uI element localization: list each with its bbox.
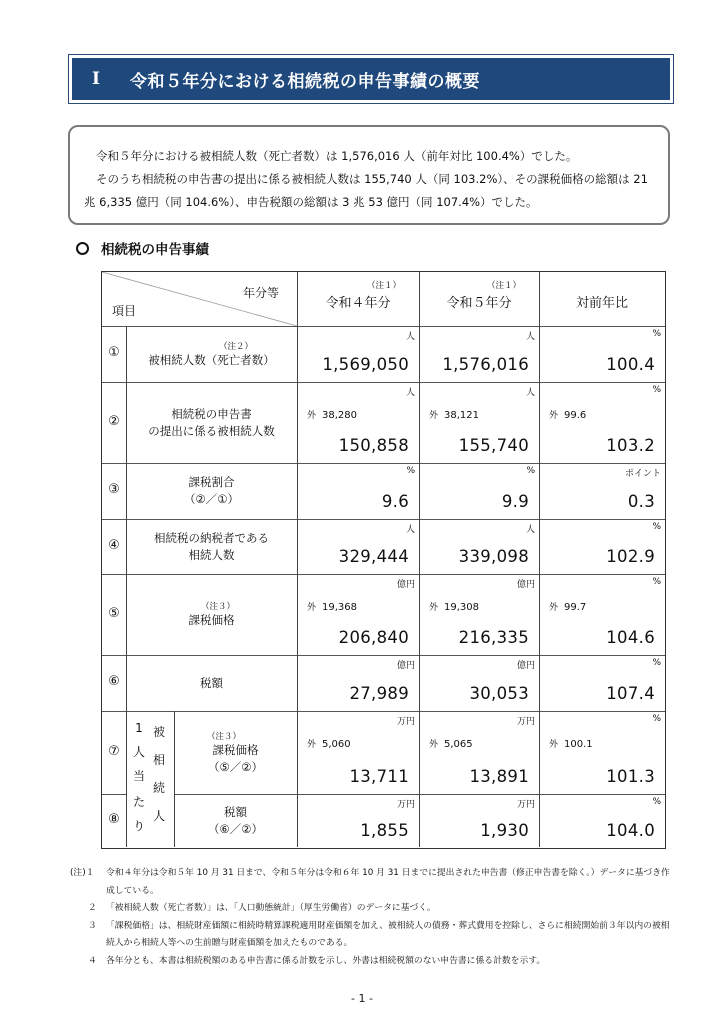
value-cell — [419, 794, 539, 848]
grid-line — [102, 794, 126, 795]
unit-label: % — [652, 522, 661, 532]
unit-label: 人 — [405, 525, 415, 535]
value-cell — [419, 655, 539, 711]
unit-label: % — [652, 329, 661, 339]
outer-mark: 外 — [307, 603, 317, 613]
footnote-3-text: 「課税価格」は、相続財産価額に相続時精算課税適用財産価額を加え、被相続人の債務・葬式費用を控除し、さらに相続開始前３年以内の被相続人から相続人等への生前贈与財産価額を加えたものである。 — [106, 920, 670, 948]
main-value: 216,335 — [458, 628, 529, 647]
per-person-char: 当 — [132, 769, 145, 783]
footnote-4-text: 各年分とも、本書は相続税額のある申告書に係る計数を示し、外書は相続税額のない申告書に係る計数を示す。 — [106, 955, 546, 966]
value-cell — [539, 655, 665, 711]
row-note: （注３） — [206, 731, 241, 742]
footnote-1-head: (注)１ — [70, 868, 95, 878]
unit-label: % — [652, 658, 661, 668]
per-person-char: た — [132, 795, 145, 809]
outer-number: 99.7 — [564, 602, 587, 613]
outer-mark: 外 — [429, 740, 439, 750]
value-cell — [297, 794, 419, 848]
row-label: 課税割合 — [188, 475, 235, 489]
value-cell — [539, 463, 665, 519]
corner-label-item: 項目 — [112, 304, 137, 318]
row-label-cell — [126, 519, 297, 574]
unit-label: 億円 — [516, 580, 535, 590]
footnote-4 — [70, 953, 670, 971]
page-title: 令和５年分における相続税の申告事績の概要 — [130, 71, 480, 92]
footnote-2 — [70, 900, 670, 918]
row-number: ⑧ — [108, 812, 120, 827]
row-label: 課税価格 — [212, 742, 259, 757]
footnote-2-head: ２ — [88, 903, 97, 913]
row-label: 被相続人数（死亡者数） — [148, 352, 275, 367]
value-cell — [539, 382, 665, 463]
outer-mark: 外 — [307, 740, 317, 750]
row-label: 税額 — [200, 675, 223, 690]
grid-line — [297, 272, 298, 847]
row-label: 相続税の申告書 — [171, 406, 252, 421]
value-cell — [419, 382, 539, 463]
value-cell — [539, 326, 665, 382]
value-cell — [539, 711, 665, 794]
value-cell — [539, 574, 665, 655]
outer-value — [549, 737, 593, 750]
header-col-r5 — [419, 272, 539, 326]
outer-number: 100.1 — [564, 739, 593, 750]
title-banner — [68, 54, 674, 104]
main-value: 1,855 — [360, 821, 409, 840]
grid-line — [126, 326, 127, 847]
row-label: 課税価格 — [188, 613, 235, 627]
outer-number: 5,065 — [444, 739, 473, 750]
main-value: 1,569,050 — [322, 355, 409, 374]
header-col-yoy-label: 対前年比 — [575, 296, 628, 311]
main-value: 9.6 — [381, 492, 409, 511]
main-value: 103.2 — [606, 436, 655, 455]
outer-number: 38,121 — [444, 410, 480, 421]
row-label: 相続税の納税者である — [154, 530, 269, 545]
row-label: （⑤／②） — [207, 759, 264, 774]
footnote-2-text: 「被相続人数（死亡者数）」は、「人口動態統計」（厚生労働省）のデータに基づく。 — [106, 903, 436, 913]
footnote-4-head: ４ — [88, 955, 97, 966]
grid-line — [539, 272, 540, 847]
grid-line — [174, 711, 175, 847]
corner-label-year: 年分等 — [242, 286, 279, 300]
unit-label: 人 — [525, 525, 535, 535]
row-number: ⑥ — [108, 674, 120, 689]
outer-number: 99.6 — [564, 410, 587, 421]
footnote-1-text: 令和４年分は令和５年 10 月 31 日まで、令和５年分は令和６年 10 月 31 日までに提出された申告書（修正申告書を除く。）データに基づき作成している。 — [106, 868, 670, 896]
main-value: 30,053 — [469, 684, 529, 703]
value-cell — [419, 326, 539, 382]
row-number: ④ — [108, 537, 120, 553]
outer-value — [429, 600, 479, 613]
main-value: 104.6 — [606, 628, 655, 647]
grid-line — [419, 272, 420, 847]
value-cell — [419, 711, 539, 794]
unit-label: 人 — [405, 332, 415, 342]
circle-bullet-icon — [76, 242, 89, 255]
header-col-r5-note: （注１） — [487, 281, 522, 291]
row-label-cell — [126, 382, 297, 463]
unit-label: 万円 — [396, 717, 415, 727]
unit-label: % — [652, 385, 661, 395]
header-col-r4-note: （注１） — [367, 281, 402, 291]
main-value: 13,711 — [349, 767, 409, 786]
value-cell — [539, 519, 665, 574]
outer-mark: 外 — [549, 740, 559, 750]
summary-box — [68, 125, 670, 225]
value-cell — [419, 519, 539, 574]
value-cell — [297, 326, 419, 382]
value-cell — [419, 463, 539, 519]
unit-label: % — [652, 714, 661, 724]
row-number: ③ — [108, 482, 120, 497]
row-label-cell — [174, 711, 297, 794]
unit-label: 億円 — [516, 661, 535, 671]
outer-number: 19,368 — [322, 602, 358, 613]
main-value: 339,098 — [458, 547, 529, 566]
decedent-label — [146, 711, 172, 848]
value-cell — [297, 382, 419, 463]
main-value: 104.0 — [606, 821, 655, 840]
summary-line-2: そのうち相続税の申告書の提出に係る被相続人数は 155,740 人（同 103.2%）、その課税価格の総額は 21 兆 6,335 億円（同 104.6%）、申告税額の総額は 3 兆 53 億円（同 107.4%）でした。 — [84, 172, 648, 209]
title-banner-inner — [72, 58, 670, 100]
main-value: 102.9 — [606, 547, 655, 566]
header-col-r5-label: 令和５年分 — [446, 296, 512, 311]
unit-label: 万円 — [516, 717, 535, 727]
decedent-char: 続 — [152, 781, 165, 795]
header-col-r4 — [297, 272, 419, 326]
row-number: ① — [108, 345, 120, 360]
value-cell — [539, 794, 665, 848]
outer-value — [549, 600, 586, 613]
row-label: の提出に係る被相続人数 — [148, 423, 275, 438]
unit-label: 万円 — [396, 800, 415, 810]
chapter-number: I — [92, 69, 100, 89]
unit-label: 人 — [405, 388, 415, 398]
footnote-3-head: ３ — [88, 920, 97, 931]
page-number: - 1 - — [351, 992, 373, 1005]
row-number: ② — [108, 413, 120, 429]
outer-number: 38,280 — [322, 410, 358, 421]
main-value: 107.4 — [606, 684, 655, 703]
section-title: 相続税の申告事績 — [101, 242, 209, 258]
outer-mark: 外 — [549, 411, 559, 421]
row-label: 相続人数 — [188, 547, 235, 562]
value-cell — [297, 574, 419, 655]
unit-label: 人 — [525, 388, 535, 398]
main-value: 1,576,016 — [442, 355, 529, 374]
main-value: 101.3 — [606, 767, 655, 786]
main-value: 150,858 — [338, 436, 409, 455]
decedent-char: 相 — [152, 753, 165, 767]
outer-value — [429, 737, 473, 750]
header-col-yoy — [539, 272, 665, 326]
outer-value — [307, 408, 357, 421]
outer-number: 19,308 — [444, 602, 480, 613]
outer-mark: 外 — [307, 411, 317, 421]
unit-label: 億円 — [396, 580, 415, 590]
main-value: 13,891 — [469, 767, 529, 786]
main-value: 9.9 — [501, 492, 529, 511]
outer-value — [549, 408, 586, 421]
outer-mark: 外 — [429, 411, 439, 421]
row-label-cell — [174, 794, 297, 848]
footnote-3 — [70, 918, 670, 953]
row-label-cell — [126, 326, 297, 382]
decedent-char: 被 — [152, 725, 165, 739]
unit-label: % — [652, 797, 661, 807]
summary-line-1: 令和５年分における被相続人数（死亡者数）は 1,576,016 人（前年対比 100.4%）でした。 — [96, 149, 578, 163]
main-value: 206,840 — [338, 628, 409, 647]
tax-results-table — [101, 271, 666, 849]
footnotes — [70, 865, 670, 970]
outer-value — [307, 600, 357, 613]
row-note: （注２） — [218, 341, 253, 352]
main-value: 0.3 — [627, 492, 655, 511]
row-label: （⑥／②） — [207, 822, 264, 836]
outer-mark: 外 — [429, 603, 439, 613]
outer-number: 5,060 — [322, 739, 351, 750]
unit-label: 万円 — [516, 800, 535, 810]
value-cell — [297, 463, 419, 519]
per-person-char: 人 — [132, 745, 145, 759]
main-value: 27,989 — [349, 684, 409, 703]
section-heading — [76, 238, 209, 258]
unit-label: ポイント — [624, 469, 661, 479]
row-label: （②／①） — [183, 492, 240, 506]
header-col-r4-label: 令和４年分 — [325, 296, 391, 311]
row-label-cell — [126, 655, 297, 711]
value-cell — [297, 711, 419, 794]
outer-mark: 外 — [549, 603, 559, 613]
main-value: 155,740 — [458, 436, 529, 455]
row-label: 税額 — [224, 805, 247, 819]
per-person-char: り — [132, 819, 145, 833]
unit-label: % — [526, 466, 535, 476]
unit-label: 人 — [525, 332, 535, 342]
unit-label: % — [406, 466, 415, 476]
header-corner-cell — [102, 272, 297, 326]
value-cell — [297, 655, 419, 711]
outer-value — [307, 737, 351, 750]
value-cell — [297, 519, 419, 574]
per-person-char: 1 — [135, 721, 143, 735]
main-value: 1,930 — [480, 821, 529, 840]
row-label-cell — [126, 463, 297, 519]
decedent-char: 人 — [152, 809, 165, 823]
value-cell — [419, 574, 539, 655]
main-value: 100.4 — [606, 355, 655, 374]
row-note: （注３） — [200, 602, 235, 612]
unit-label: 億円 — [396, 661, 415, 671]
row-label-cell — [126, 574, 297, 655]
footnote-1 — [70, 865, 670, 900]
outer-value — [429, 408, 479, 421]
row-number: ⑦ — [108, 743, 120, 759]
main-value: 329,444 — [338, 547, 409, 566]
row-number: ⑤ — [108, 605, 120, 621]
unit-label: % — [652, 577, 661, 587]
